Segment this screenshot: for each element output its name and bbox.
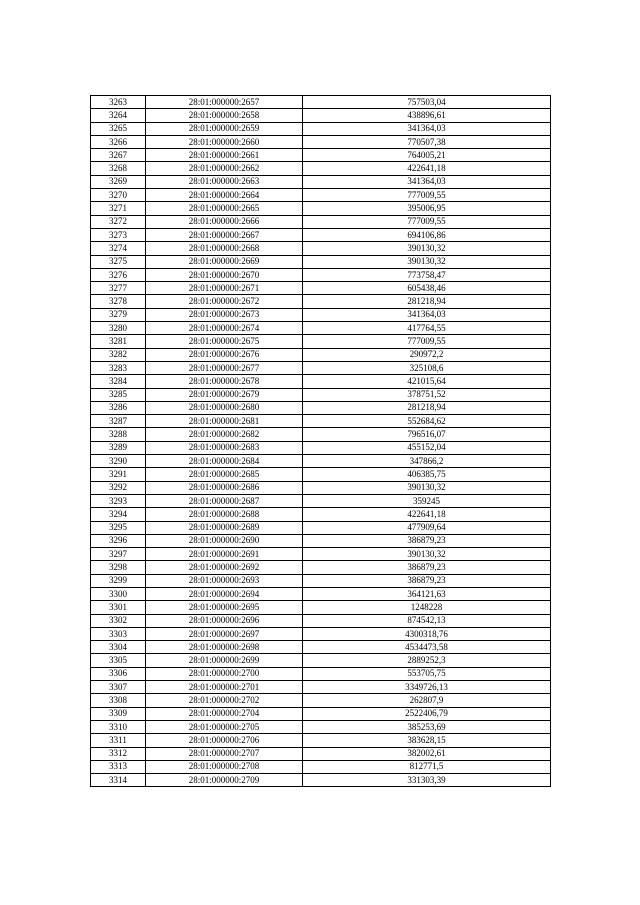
value-cell: 455152,04 — [303, 441, 551, 454]
value-cell: 364121,63 — [303, 587, 551, 600]
table-row — [91, 189, 551, 202]
row-number-cell: 3271 — [91, 202, 146, 215]
row-number-cell: 3275 — [91, 255, 146, 268]
value-cell: 812771,5 — [303, 760, 551, 773]
row-number-cell: 3313 — [91, 760, 146, 773]
table-row — [91, 162, 551, 175]
table-row — [91, 202, 551, 215]
cadastral-number-cell: 28:01:000000:2687 — [146, 494, 303, 507]
cadastral-number-cell: 28:01:000000:2666 — [146, 215, 303, 228]
value-cell: 386879,23 — [303, 561, 551, 574]
row-number-cell: 3266 — [91, 135, 146, 148]
cadastral-number-cell: 28:01:000000:2671 — [146, 282, 303, 295]
table-row — [91, 401, 551, 414]
cadastral-number-cell: 28:01:000000:2695 — [146, 601, 303, 614]
value-cell: 777009,55 — [303, 189, 551, 202]
cadastral-number-cell: 28:01:000000:2670 — [146, 268, 303, 281]
cadastral-number-cell: 28:01:000000:2708 — [146, 760, 303, 773]
value-cell: 777009,55 — [303, 215, 551, 228]
row-number-cell: 3293 — [91, 494, 146, 507]
cadastral-number-cell: 28:01:000000:2669 — [146, 255, 303, 268]
cadastral-number-cell: 28:01:000000:2696 — [146, 614, 303, 627]
value-cell: 378751,52 — [303, 388, 551, 401]
row-number-cell: 3281 — [91, 335, 146, 348]
row-number-cell: 3294 — [91, 508, 146, 521]
value-cell: 262807,9 — [303, 694, 551, 707]
table-row — [91, 149, 551, 162]
row-number-cell: 3270 — [91, 189, 146, 202]
cadastral-number-cell: 28:01:000000:2659 — [146, 122, 303, 135]
value-cell: 773758,47 — [303, 268, 551, 281]
cadastral-number-cell: 28:01:000000:2681 — [146, 415, 303, 428]
row-number-cell: 3314 — [91, 774, 146, 787]
table-row — [91, 667, 551, 680]
table-row — [91, 694, 551, 707]
row-number-cell: 3278 — [91, 295, 146, 308]
cadastral-number-cell: 28:01:000000:2706 — [146, 734, 303, 747]
table-row — [91, 627, 551, 640]
row-number-cell: 3288 — [91, 428, 146, 441]
row-number-cell: 3265 — [91, 122, 146, 135]
table-row — [91, 747, 551, 760]
value-cell: 605438,46 — [303, 282, 551, 295]
table-row — [91, 308, 551, 321]
row-number-cell: 3296 — [91, 534, 146, 547]
row-number-cell: 3264 — [91, 109, 146, 122]
value-cell: 341364,03 — [303, 308, 551, 321]
value-cell: 325108,6 — [303, 361, 551, 374]
cadastral-number-cell: 28:01:000000:2680 — [146, 401, 303, 414]
value-cell: 390130,32 — [303, 242, 551, 255]
table-row — [91, 348, 551, 361]
table-row — [91, 481, 551, 494]
row-number-cell: 3283 — [91, 361, 146, 374]
row-number-cell: 3292 — [91, 481, 146, 494]
value-cell: 290972,2 — [303, 348, 551, 361]
value-cell: 347866,2 — [303, 455, 551, 468]
table-row — [91, 415, 551, 428]
row-number-cell: 3305 — [91, 654, 146, 667]
cadastral-number-cell: 28:01:000000:2709 — [146, 774, 303, 787]
value-cell: 422641,18 — [303, 508, 551, 521]
row-number-cell: 3312 — [91, 747, 146, 760]
cadastral-number-cell: 28:01:000000:2700 — [146, 667, 303, 680]
value-cell: 341364,03 — [303, 122, 551, 135]
table-row — [91, 521, 551, 534]
row-number-cell: 3291 — [91, 468, 146, 481]
table-body — [91, 96, 551, 787]
cadastral-number-cell: 28:01:000000:2661 — [146, 149, 303, 162]
row-number-cell: 3268 — [91, 162, 146, 175]
table-row — [91, 361, 551, 374]
row-number-cell: 3267 — [91, 149, 146, 162]
value-cell: 4300318,76 — [303, 627, 551, 640]
cadastral-number-cell: 28:01:000000:2676 — [146, 348, 303, 361]
table-row — [91, 122, 551, 135]
value-cell: 383628,15 — [303, 734, 551, 747]
row-number-cell: 3301 — [91, 601, 146, 614]
table-row — [91, 175, 551, 188]
table-row — [91, 561, 551, 574]
table-row — [91, 375, 551, 388]
row-number-cell: 3308 — [91, 694, 146, 707]
cadastral-number-cell: 28:01:000000:2683 — [146, 441, 303, 454]
row-number-cell: 3285 — [91, 388, 146, 401]
value-cell: 281218,94 — [303, 295, 551, 308]
cadastral-number-cell: 28:01:000000:2662 — [146, 162, 303, 175]
value-cell: 694106,86 — [303, 228, 551, 241]
value-cell: 438896,61 — [303, 109, 551, 122]
value-cell: 331303,39 — [303, 774, 551, 787]
row-number-cell: 3286 — [91, 401, 146, 414]
table-row — [91, 295, 551, 308]
table-row — [91, 534, 551, 547]
value-cell: 777009,55 — [303, 335, 551, 348]
row-number-cell: 3306 — [91, 667, 146, 680]
row-number-cell: 3269 — [91, 175, 146, 188]
cadastral-number-cell: 28:01:000000:2698 — [146, 641, 303, 654]
value-cell: 1248228 — [303, 601, 551, 614]
table-row — [91, 428, 551, 441]
row-number-cell: 3300 — [91, 587, 146, 600]
table-row — [91, 242, 551, 255]
value-cell: 552684,62 — [303, 415, 551, 428]
cadastral-number-cell: 28:01:000000:2684 — [146, 455, 303, 468]
table-row — [91, 508, 551, 521]
row-number-cell: 3290 — [91, 455, 146, 468]
cadastral-number-cell: 28:01:000000:2686 — [146, 481, 303, 494]
value-cell: 764005,21 — [303, 149, 551, 162]
row-number-cell: 3284 — [91, 375, 146, 388]
value-cell: 341364,03 — [303, 175, 551, 188]
cadastral-number-cell: 28:01:000000:2694 — [146, 587, 303, 600]
table-row — [91, 96, 551, 109]
row-number-cell: 3299 — [91, 574, 146, 587]
table-row — [91, 614, 551, 627]
row-number-cell: 3273 — [91, 228, 146, 241]
row-number-cell: 3297 — [91, 548, 146, 561]
value-cell: 390130,32 — [303, 481, 551, 494]
table-row — [91, 760, 551, 773]
cadastral-number-cell: 28:01:000000:2663 — [146, 175, 303, 188]
cadastral-number-cell: 28:01:000000:2691 — [146, 548, 303, 561]
table-row — [91, 109, 551, 122]
value-cell: 395006,95 — [303, 202, 551, 215]
cadastral-number-cell: 28:01:000000:2685 — [146, 468, 303, 481]
table-row — [91, 468, 551, 481]
value-cell: 385253,69 — [303, 720, 551, 733]
table-row — [91, 574, 551, 587]
row-number-cell: 3287 — [91, 415, 146, 428]
cadastral-number-cell: 28:01:000000:2702 — [146, 694, 303, 707]
cadastral-number-cell: 28:01:000000:2672 — [146, 295, 303, 308]
cadastral-number-cell: 28:01:000000:2673 — [146, 308, 303, 321]
value-cell: 390130,32 — [303, 255, 551, 268]
row-number-cell: 3311 — [91, 734, 146, 747]
cadastral-number-cell: 28:01:000000:2705 — [146, 720, 303, 733]
value-cell: 874542,13 — [303, 614, 551, 627]
value-cell: 3349726,13 — [303, 681, 551, 694]
table-row — [91, 720, 551, 733]
cadastral-number-cell: 28:01:000000:2664 — [146, 189, 303, 202]
row-number-cell: 3310 — [91, 720, 146, 733]
table-row — [91, 228, 551, 241]
table-row — [91, 707, 551, 720]
table-row — [91, 441, 551, 454]
table-row — [91, 774, 551, 787]
row-number-cell: 3302 — [91, 614, 146, 627]
value-cell: 417764,55 — [303, 322, 551, 335]
cadastral-number-cell: 28:01:000000:2690 — [146, 534, 303, 547]
table-row — [91, 654, 551, 667]
cadastral-value-table — [90, 95, 551, 787]
value-cell: 796516,07 — [303, 428, 551, 441]
table-row — [91, 335, 551, 348]
table-row — [91, 322, 551, 335]
row-number-cell: 3280 — [91, 322, 146, 335]
cadastral-number-cell: 28:01:000000:2692 — [146, 561, 303, 574]
cadastral-number-cell: 28:01:000000:2693 — [146, 574, 303, 587]
cadastral-number-cell: 28:01:000000:2657 — [146, 96, 303, 109]
row-number-cell: 3289 — [91, 441, 146, 454]
table-row — [91, 268, 551, 281]
table-row — [91, 681, 551, 694]
row-number-cell: 3295 — [91, 521, 146, 534]
row-number-cell: 3263 — [91, 96, 146, 109]
value-cell: 2522406,79 — [303, 707, 551, 720]
value-cell: 757503,04 — [303, 96, 551, 109]
value-cell: 359245 — [303, 494, 551, 507]
table-row — [91, 734, 551, 747]
table-row — [91, 587, 551, 600]
row-number-cell: 3303 — [91, 627, 146, 640]
cadastral-number-cell: 28:01:000000:2678 — [146, 375, 303, 388]
table-row — [91, 282, 551, 295]
row-number-cell: 3309 — [91, 707, 146, 720]
value-cell: 281218,94 — [303, 401, 551, 414]
cadastral-number-cell: 28:01:000000:2677 — [146, 361, 303, 374]
cadastral-number-cell: 28:01:000000:2699 — [146, 654, 303, 667]
value-cell: 421015,64 — [303, 375, 551, 388]
value-cell: 382002,61 — [303, 747, 551, 760]
row-number-cell: 3298 — [91, 561, 146, 574]
value-cell: 386879,23 — [303, 574, 551, 587]
cadastral-number-cell: 28:01:000000:2675 — [146, 335, 303, 348]
row-number-cell: 3304 — [91, 641, 146, 654]
row-number-cell: 3276 — [91, 268, 146, 281]
row-number-cell: 3274 — [91, 242, 146, 255]
value-cell: 4534473,58 — [303, 641, 551, 654]
cadastral-number-cell: 28:01:000000:2658 — [146, 109, 303, 122]
row-number-cell: 3277 — [91, 282, 146, 295]
row-number-cell: 3272 — [91, 215, 146, 228]
table-row — [91, 601, 551, 614]
cadastral-number-cell: 28:01:000000:2701 — [146, 681, 303, 694]
table-row — [91, 135, 551, 148]
cadastral-number-cell: 28:01:000000:2674 — [146, 322, 303, 335]
table-row — [91, 548, 551, 561]
cadastral-number-cell: 28:01:000000:2688 — [146, 508, 303, 521]
value-cell: 477909,64 — [303, 521, 551, 534]
cadastral-number-cell: 28:01:000000:2679 — [146, 388, 303, 401]
cadastral-number-cell: 28:01:000000:2682 — [146, 428, 303, 441]
row-number-cell: 3307 — [91, 681, 146, 694]
table-row — [91, 255, 551, 268]
table-row — [91, 215, 551, 228]
value-cell: 2889252,3 — [303, 654, 551, 667]
value-cell: 390130,32 — [303, 548, 551, 561]
table-row — [91, 388, 551, 401]
row-number-cell: 3279 — [91, 308, 146, 321]
value-cell: 553705,75 — [303, 667, 551, 680]
value-cell: 770507,38 — [303, 135, 551, 148]
cadastral-number-cell: 28:01:000000:2707 — [146, 747, 303, 760]
cadastral-number-cell: 28:01:000000:2667 — [146, 228, 303, 241]
cadastral-number-cell: 28:01:000000:2665 — [146, 202, 303, 215]
value-cell: 422641,18 — [303, 162, 551, 175]
table-row — [91, 494, 551, 507]
table-row — [91, 455, 551, 468]
table-row — [91, 641, 551, 654]
cadastral-number-cell: 28:01:000000:2660 — [146, 135, 303, 148]
cadastral-number-cell: 28:01:000000:2668 — [146, 242, 303, 255]
value-cell: 386879,23 — [303, 534, 551, 547]
row-number-cell: 3282 — [91, 348, 146, 361]
cadastral-number-cell: 28:01:000000:2689 — [146, 521, 303, 534]
cadastral-number-cell: 28:01:000000:2697 — [146, 627, 303, 640]
cadastral-number-cell: 28:01:000000:2704 — [146, 707, 303, 720]
value-cell: 406385,75 — [303, 468, 551, 481]
